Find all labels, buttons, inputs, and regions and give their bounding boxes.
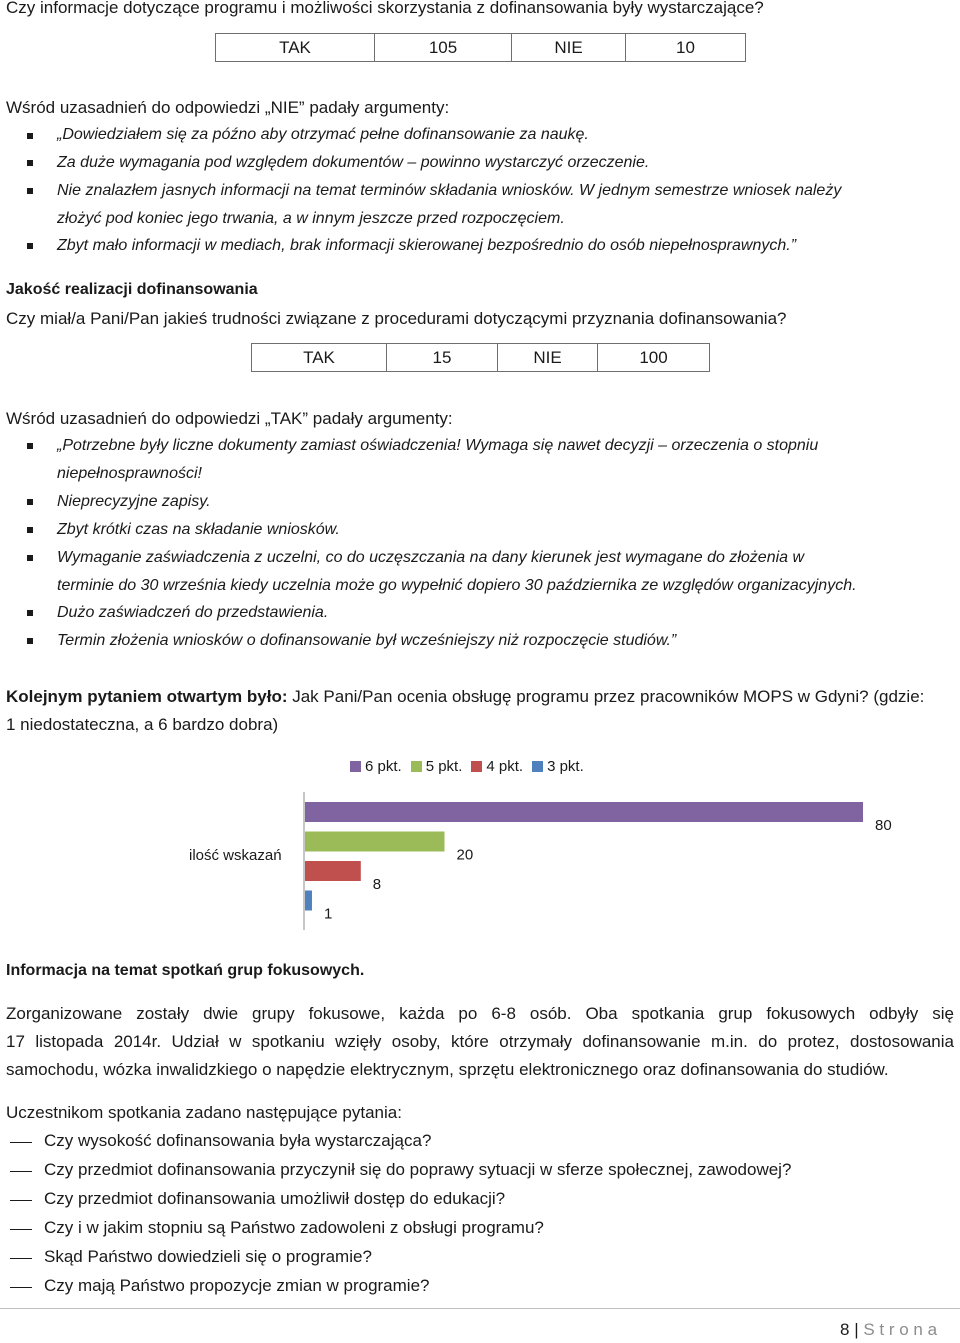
legend-item <box>471 758 523 775</box>
open-question-line2: 1 niedostateczna, a 6 bardzo dobra) <box>6 715 279 734</box>
bar-6pkt-pkt <box>305 802 863 822</box>
data-label: 80 <box>875 817 892 834</box>
legend-label: 5 pkt. <box>425 758 463 775</box>
paragraph-line: 17 listopada 2014r. Udział w spotkaniu wzięły osoby, które otrzymały dofinansowanie m.in. do protez, dostosowania <box>6 1032 954 1051</box>
nie-value: 10 <box>626 34 746 62</box>
dash-bullet-icon <box>10 1171 32 1172</box>
page-word: S t r o n a <box>863 1320 938 1339</box>
tak-label: TAK <box>252 344 387 372</box>
legend-item <box>411 758 463 775</box>
chart-category-label: ilość wskazań <box>189 847 282 864</box>
tak-value: 105 <box>375 34 512 62</box>
tak-arg-item: Wymaganie zaświadczenia z uczelni, co do uczęszczania na dany kierunek jest wymagane do złożenia w <box>57 549 805 566</box>
nie-arg-item: Zbyt mało informacji w mediach, brak informacji skierowanej bezpośrednio do osób niepełnosprawnych.” <box>57 237 797 254</box>
bullet-icon <box>27 133 33 139</box>
focus-questions-intro: Uczestnikom spotkania zadano następujące pytania: <box>6 1103 402 1122</box>
focus-question: Czy wysokość dofinansowania była wystarczająca? <box>44 1131 432 1150</box>
bullet-icon <box>27 160 33 166</box>
bullet-icon <box>27 555 33 561</box>
bar-chart <box>300 792 920 932</box>
dash-bullet-icon <box>10 1200 32 1201</box>
bullet-icon <box>27 443 33 449</box>
data-label: 1 <box>323 905 333 923</box>
dash-bullet-icon <box>10 1229 32 1230</box>
tak-arg-item-cont: niepełnosprawności! <box>57 465 202 482</box>
quality-heading: Jakość realizacji dofinansowania <box>6 281 258 298</box>
bullet-icon <box>27 243 33 249</box>
nie-label: NIE <box>512 34 626 62</box>
chart-legend <box>350 758 593 775</box>
focus-heading: Informacja na temat spotkań grup fokusowych. <box>6 962 365 979</box>
legend-swatch <box>471 761 482 772</box>
answer-table-1 <box>215 33 746 62</box>
tak-arg-item-cont: terminie do 30 września kiedy uczelnia może go wypełnić dopiero 30 października ze względów organizacyjnych. <box>57 577 857 594</box>
nie-label: NIE <box>498 344 598 372</box>
bar-3pkt-pkt <box>305 891 312 911</box>
footer-separator: | <box>854 1320 859 1339</box>
paragraph-line: samochodu, wózka inwalidzkiego o napędzie elektrycznym, sprzętu elektronicznego oraz dofinansowania do studiów. <box>6 1060 889 1079</box>
tak-value: 15 <box>387 344 498 372</box>
nie-args-intro: Wśród uzasadnień do odpowiedzi „NIE” padały argumenty: <box>6 98 450 117</box>
quality-question: Czy miał/a Pani/Pan jakieś trudności związane z procedurami dotyczącymi przyznania dofinansowania? <box>6 309 787 328</box>
tak-arg-item: Zbyt krótki czas na składanie wniosków. <box>57 521 340 538</box>
open-question <box>6 687 924 707</box>
open-question-text: Jak Pani/Pan ocenia obsługę programu przez pracowników MOPS w Gdyni? (gdzie: <box>287 687 925 706</box>
tak-label: TAK <box>216 34 375 62</box>
nie-value: 100 <box>598 344 710 372</box>
page-footer <box>840 1320 937 1340</box>
paragraph-line: Zorganizowane zostały dwie grupy fokusowe, każda po 6-8 osób. Oba spotkania grup fokusowych odbyły się <box>6 1004 954 1023</box>
open-question-lead: Kolejnym pytaniem otwartym było: <box>6 687 288 706</box>
tak-arg-item: Termin złożenia wniosków o dofinansowanie był wcześniejszy niż rozpoczęcie studiów.” <box>57 632 677 649</box>
legend-swatch <box>350 761 361 772</box>
nie-arg-item: „Dowiedziałem się za późno aby otrzymać pełne dofinansowanie za naukę. <box>57 126 589 143</box>
bullet-icon <box>27 499 33 505</box>
legend-item <box>350 758 402 775</box>
bar-5pkt-pkt <box>305 832 445 852</box>
data-label: 8 <box>372 876 382 893</box>
dash-bullet-icon <box>10 1258 32 1259</box>
question-1: Czy informacje dotyczące programu i możliwości skorzystania z dofinansowania były wystarczające? <box>6 0 764 17</box>
tak-arg-item: Nieprecyzyjne zapisy. <box>57 493 211 510</box>
focus-question: Skąd Państwo dowiedzieli się o programie? <box>44 1247 372 1266</box>
bullet-icon <box>27 638 33 644</box>
tak-arg-item: Dużo zaświadczeń do przedstawienia. <box>57 604 329 621</box>
focus-paragraph <box>6 1004 954 1088</box>
bullet-icon <box>27 527 33 533</box>
page-number: 8 <box>840 1320 850 1339</box>
legend-label: 6 pkt. <box>365 758 402 775</box>
dash-bullet-icon <box>10 1142 32 1143</box>
legend-label: 3 pkt. <box>547 758 584 775</box>
bullet-icon <box>27 188 33 194</box>
legend-swatch <box>532 761 543 772</box>
focus-question: Czy mają Państwo propozycje zmian w programie? <box>44 1276 430 1295</box>
focus-question: Czy przedmiot dofinansowania umożliwił dostęp do edukacji? <box>44 1189 506 1208</box>
bullet-icon <box>27 610 33 616</box>
data-label: 20 <box>456 846 474 864</box>
legend-item <box>532 758 584 775</box>
answer-table-2 <box>251 343 710 372</box>
focus-question: Czy i w jakim stopniu są Państwo zadowoleni z obsługi programu? <box>44 1218 544 1237</box>
footer-divider <box>0 1308 960 1309</box>
tak-args-intro: Wśród uzasadnień do odpowiedzi „TAK” padały argumenty: <box>6 409 453 428</box>
tak-arg-item: „Potrzebne były liczne dokumenty zamiast oświadczenia! Wymaga się nawet decyzji – orzeczenia o stopniu <box>57 437 819 454</box>
legend-label: 4 pkt. <box>486 758 524 775</box>
nie-arg-item: Nie znalazłem jasnych informacji na temat terminów składania wniosków. W jednym semestrze wniosek należy <box>57 182 842 199</box>
focus-question: Czy przedmiot dofinansowania przyczynił się do poprawy sytuacji w sferze społecznej, zawodowej? <box>44 1160 792 1179</box>
nie-arg-item-cont: złożyć pod koniec jego trwania, a w innym jeszcze przed rozpoczęciem. <box>57 210 565 227</box>
legend-swatch <box>411 761 422 772</box>
nie-arg-item: Za duże wymagania pod względem dokumentów – powinno wystarczyć orzeczenie. <box>57 154 650 171</box>
bar-4pkt-pkt <box>305 861 361 881</box>
dash-bullet-icon <box>10 1287 32 1288</box>
